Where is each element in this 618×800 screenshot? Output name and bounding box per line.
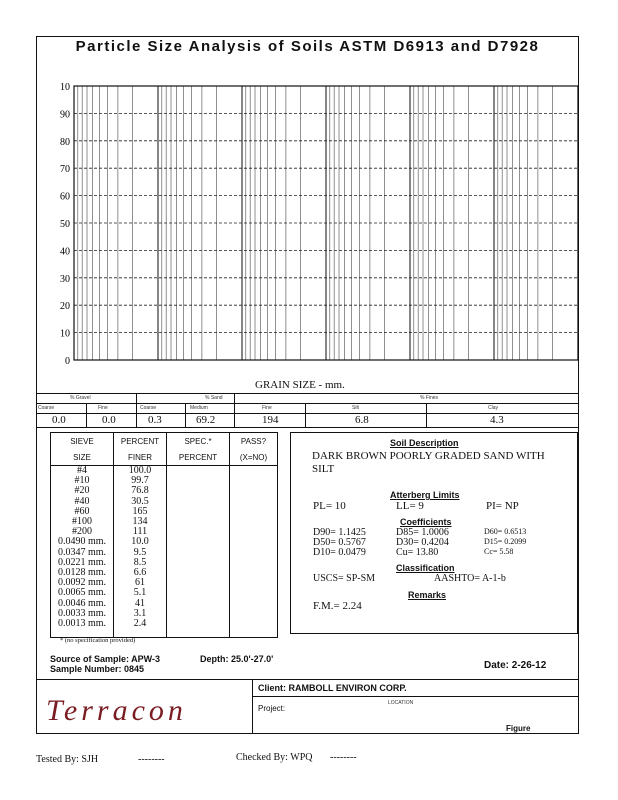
sample-source: Source of Sample: APW-3 [50,654,161,664]
spec-cell [167,548,230,558]
pass-cell [230,537,278,547]
soil-description-title: Soil Description [390,438,459,448]
pass-cell [230,568,278,578]
coef-d90: D90= 1.1425 [313,527,366,538]
pass-cell [230,466,278,477]
sub-label-coarse-sand: Coarse [140,405,157,411]
spec-cell [167,466,230,477]
sub-label-medium-sand: Medium [190,405,208,411]
figure-label: Figure [506,724,531,733]
percent-finer-cell: 3.1 [114,609,167,619]
sieve-size-cell: 0.0347 mm. [51,548,114,558]
sieve-size-cell: #20 [51,486,114,496]
atterberg-pl: PL= 10 [313,500,346,512]
group-label-gravel: % Gravel [70,395,91,401]
sieve-header-spec-1: SPEC.* [167,433,230,450]
grad-value-clay: 4.3 [490,414,504,426]
coef-d15: D15= 0.2099 [484,537,527,546]
percent-finer-cell: 2.4 [114,619,167,629]
percent-finer-cell: 165 [114,507,167,517]
y-tick-label: 30 [60,273,70,285]
grad-div-4 [426,403,427,427]
y-tick-label: 60 [60,191,70,203]
percent-finer-cell: 9.5 [114,548,167,558]
spec-cell [167,568,230,578]
project-label: Project: [258,704,286,713]
grad-value-coarse-gravel: 0.0 [52,414,66,426]
grad-div-1 [136,393,137,427]
sieve-size-cell: 0.0092 mm. [51,578,114,588]
sieve-header-pass-2: (X=NO) [230,449,278,466]
spec-cell [167,507,230,517]
sieve-size-cell: #10 [51,476,114,486]
grad-value-coarse-sand: 0.3 [148,414,162,426]
group-label-sand: % Sand [205,395,223,401]
sieve-size-cell: #100 [51,517,114,527]
spec-cell [167,486,230,496]
sieve-filler-cell [230,629,278,638]
spec-footnote: * (no specification provided) [60,637,136,644]
pass-cell [230,527,278,537]
sieve-header-size-1: SIEVE [51,433,114,450]
pass-cell [230,476,278,486]
tested-by-line: -------- [138,754,165,765]
sieve-size-cell: #40 [51,497,114,507]
atterberg-ll: LL= 9 [396,500,424,512]
coef-cc: Cc= 5.58 [484,547,514,556]
sieve-header-spec-2: PERCENT [167,449,230,466]
sieve-row [51,619,278,629]
pass-cell [230,497,278,507]
spec-cell [167,558,230,568]
coef-d85: D85= 1.0006 [396,527,449,538]
y-tick-label: 50 [60,219,70,230]
checked-by: Checked By: WPQ [236,752,313,763]
grad-line-mid [36,403,579,404]
percent-finer-cell: 61 [114,578,167,588]
location-label: LOCATION [388,700,414,706]
class-aashto: AASHTO= A-1-b [434,573,506,584]
grad-div-5 [86,403,87,427]
percent-finer-cell: 6.6 [114,568,167,578]
tested-by: Tested By: SJH [36,754,99,765]
y-tick-label: 10 [60,82,70,93]
pass-cell [230,548,278,558]
spec-cell [167,588,230,598]
grad-div-3 [305,403,306,427]
remarks-title: Remarks [408,590,447,600]
company-divider [252,679,253,734]
pass-cell [230,588,278,598]
percent-finer-cell: 10.0 [114,537,167,547]
sieve-size-cell: 0.0033 mm. [51,609,114,619]
sub-label-clay: Clay [488,405,499,411]
sieve-size-cell: 0.0128 mm. [51,568,114,578]
company-line-top [36,679,579,680]
sieve-size-cell: 0.0065 mm. [51,588,114,598]
atterberg-title: Atterberg Limits [390,490,460,500]
remarks-fm: F.M.= 2.24 [313,600,362,612]
percent-finer-cell: 100.0 [114,466,167,477]
sub-label-coarse-gravel: Coarse [38,405,55,411]
y-tick-label: 20 [60,301,70,313]
pass-cell [230,619,278,629]
sample-depth: Depth: 25.0'-27.0' [200,654,274,664]
grad-value-fine-sand: 194 [262,414,279,426]
pass-cell [230,609,278,619]
sub-label-silt: Silt [352,405,359,411]
pass-cell [230,599,278,609]
y-tick-label: 40 [60,246,70,258]
spec-cell [167,578,230,588]
percent-finer-cell: 30.5 [114,497,167,507]
coefficients-title: Coefficients [400,517,452,527]
spec-cell [167,497,230,507]
coef-d60: D60= 0.6513 [484,527,527,536]
sieve-filler-cell [167,629,230,638]
soil-description-text: DARK BROWN POORLY GRADED SAND WITH SILT [312,450,545,475]
percent-finer-cell: 8.5 [114,558,167,568]
sub-label-fine-gravel: Fine [98,405,108,411]
coef-d50: D50= 0.5767 [313,537,366,548]
page-title: Particle Size Analysis of Soils ASTM D6913 and D7928 [75,38,540,55]
percent-finer-cell: 41 [114,599,167,609]
y-tick-label: 0 [65,356,70,367]
sieve-header-row-2 [51,449,278,466]
checked-by-line: -------- [330,752,357,763]
percent-finer-cell: 111 [114,527,167,537]
pass-cell [230,486,278,496]
sieve-size-cell: 0.0013 mm. [51,619,114,629]
pass-cell [230,507,278,517]
client-name: Client: RAMBOLL ENVIRON CORP. [258,683,407,693]
sieve-table [50,432,278,638]
sieve-header-finer-1: PERCENT [114,433,167,450]
sieve-size-cell: 0.0046 mm. [51,599,114,609]
sieve-header-row-1 [51,433,278,450]
spec-cell [167,537,230,547]
percent-finer-cell: 134 [114,517,167,527]
y-tick-label: 90 [60,109,70,121]
sieve-size-cell: 0.0221 mm. [51,558,114,568]
coef-d10: D10= 0.0479 [313,547,366,558]
sieve-size-cell: 0.0490 mm. [51,537,114,547]
company-logo: Terracon [46,694,187,727]
spec-cell [167,609,230,619]
coef-d30: D30= 0.4204 [396,537,449,548]
sieve-header-finer-2: FINER [114,449,167,466]
pass-cell [230,578,278,588]
pass-cell [230,558,278,568]
chart-x-label: GRAIN SIZE - mm. [255,379,345,391]
percent-finer-cell: 99.7 [114,476,167,486]
grad-value-medium-sand: 69.2 [196,414,216,426]
sieve-size-cell: #200 [51,527,114,537]
spec-cell [167,619,230,629]
client-line [252,696,579,697]
grad-line-bottom [36,427,579,428]
spec-cell [167,476,230,486]
group-label-fines: % Fines [420,395,439,401]
sample-number: Sample Number: 0845 [50,664,145,674]
spec-cell [167,517,230,527]
classification-title: Classification [396,563,455,573]
coef-cu: Cu= 13.80 [396,547,439,558]
y-tick-label: 80 [60,136,70,148]
y-tick-label: 10 [60,328,70,340]
class-uscs: USCS= SP-SM [313,573,376,584]
spec-cell [167,527,230,537]
grad-value-fine-gravel: 0.0 [102,414,116,426]
sub-label-fine-sand: Fine [262,405,272,411]
atterberg-pi: PI= NP [486,500,519,512]
percent-finer-cell: 76.8 [114,486,167,496]
sieve-size-cell: #60 [51,507,114,517]
sieve-header-pass-1: PASS? [230,433,278,450]
sieve-size-cell: #4 [51,466,114,477]
pass-cell [230,517,278,527]
grad-line-top [36,393,579,394]
grad-div-6 [185,403,186,427]
percent-finer-cell: 5.1 [114,588,167,598]
y-tick-label: 70 [60,164,70,176]
spec-cell [167,599,230,609]
sample-date: Date: 2-26-12 [484,660,547,671]
grad-value-silt: 6.8 [355,414,369,426]
grad-div-2 [234,393,235,427]
sieve-header-size-2: SIZE [51,449,114,466]
